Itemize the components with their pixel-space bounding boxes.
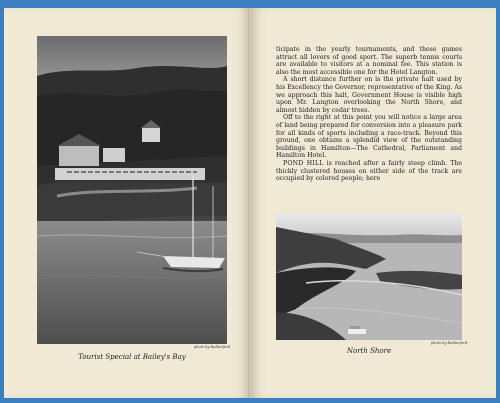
paragraph: A short distance further on is the private halt used by his Excellency the Governor, representative of the King. As we approach this halt, Government House is visible high upon Mr. Langton overlooking the North Shore, and almost hidden by cedar trees. xyxy=(276,76,462,114)
right-page xyxy=(251,8,496,398)
paragraph: ticipate in the yearly tournaments, and these games attract all lovers of good sport. The superb tennis courts are available to visitors at a nominal fee. This station is also the most accessible one for the Hotel Langton. xyxy=(276,46,462,76)
photo-caption: Tourist Special at Bailey's Bay xyxy=(78,353,186,361)
baileys-bay-photo xyxy=(37,36,227,344)
north-shore-photo xyxy=(276,213,462,340)
photo-credit: photo by Rutherford xyxy=(431,341,468,345)
section-heading: POND HILL xyxy=(283,159,324,167)
left-page xyxy=(4,8,249,398)
paragraph-pond-hill xyxy=(276,160,462,183)
photo-credit: photo by Rutherford xyxy=(194,345,231,349)
photo-caption: North Shore xyxy=(346,347,392,355)
paragraph: Off to the right at this point you will notice a large area of land being prepared for conversion into a pleasure park for all kinds of sports including a race-track. Beyond this ground, one obtains a splendid view of the outstanding buildings in Hamilton—The Cathedral, Parliament and Hamilton Hotel. xyxy=(276,114,462,160)
booklet xyxy=(4,8,496,398)
paragraph-text: is reached after a fairly steep climb. The thickly clustered houses on either side of the track are occupied by colored people; here xyxy=(276,159,463,183)
body-text xyxy=(276,46,462,183)
